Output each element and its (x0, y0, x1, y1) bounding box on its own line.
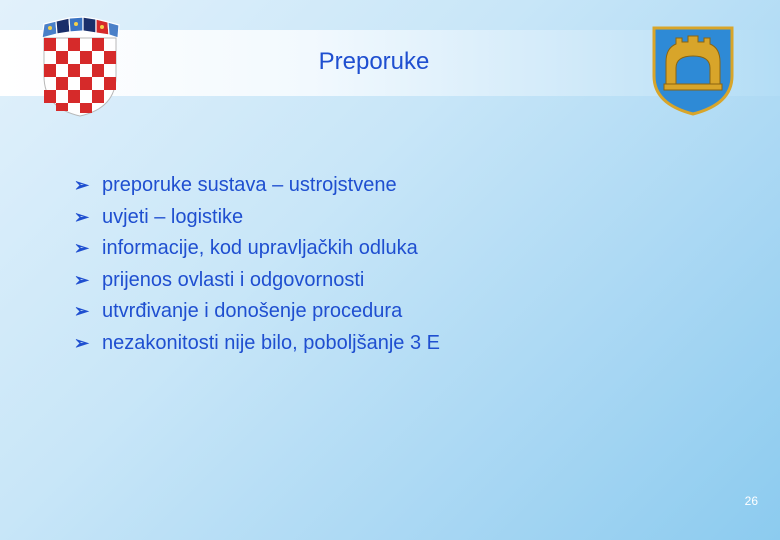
arrow-bullet-icon: ➢ (74, 238, 90, 259)
bullet-text: prijenos ovlasti i odgovornosti (102, 268, 365, 291)
list-item (74, 233, 440, 265)
list-item (74, 202, 440, 234)
arrow-bullet-icon: ➢ (74, 175, 90, 196)
slide-title: Preporuke (318, 48, 430, 75)
arrow-bullet-icon: ➢ (74, 206, 90, 227)
arrow-bullet-icon: ➢ (74, 301, 90, 322)
bullet-list (74, 170, 440, 359)
bullet-text: nezakonitosti nije bilo, poboljšanje 3 E (102, 331, 440, 354)
list-item (74, 328, 440, 360)
arrow-bullet-icon: ➢ (74, 269, 90, 290)
slide-number: 26 (744, 494, 758, 508)
list-item (74, 296, 440, 328)
list-item (74, 265, 440, 297)
bullet-text: uvjeti – logistike (102, 205, 244, 228)
bullet-text: preporuke sustava – ustrojstvene (102, 174, 397, 197)
bullet-text: informacije, kod upravljačkih odluka (102, 237, 418, 260)
list-item (74, 170, 440, 202)
arrow-bullet-icon: ➢ (74, 332, 90, 353)
bullet-text: utvrđivanje i donošenje procedura (102, 300, 403, 323)
county-coat-of-arms-icon (650, 24, 736, 116)
